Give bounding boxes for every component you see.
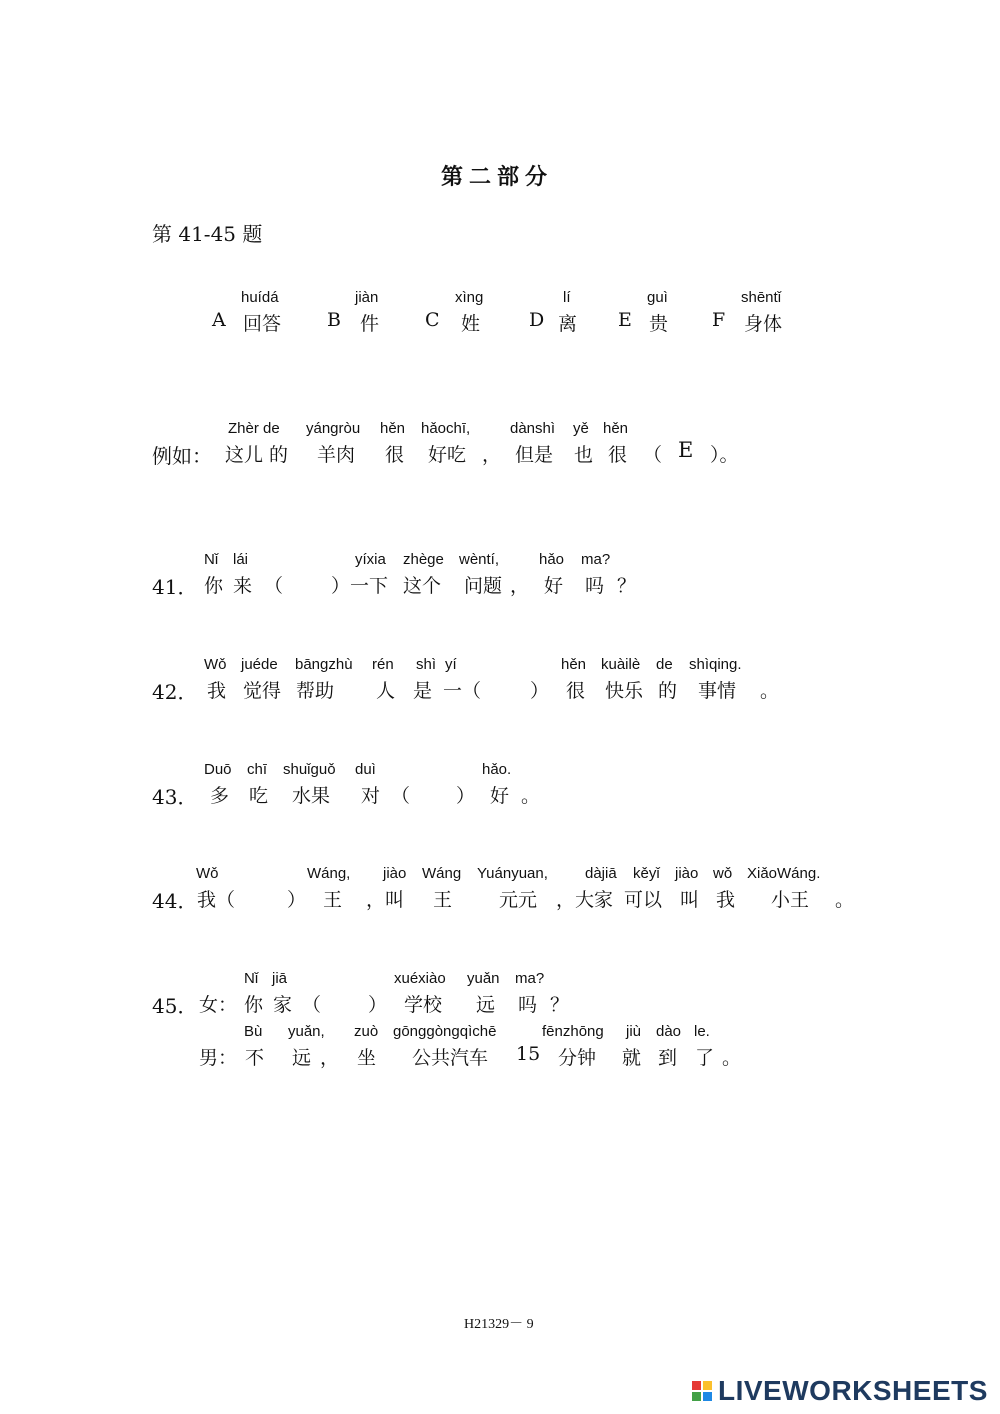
q45-pinyin: gōnggòngqìchē xyxy=(393,1023,497,1040)
q44-pinyin: dàjiā xyxy=(585,865,617,882)
q45-hanzi: ， xyxy=(320,1047,340,1069)
option-d-letter: D xyxy=(529,309,545,331)
q44-pinyin: Wáng, xyxy=(307,865,351,882)
q45-hanzi: 。 xyxy=(722,1047,742,1069)
q45-pinyin: ma? xyxy=(515,970,545,987)
q42-hanzi: 一（ xyxy=(443,680,482,702)
q44-pinyin: Wáng xyxy=(422,865,462,882)
q42-pinyin: rén xyxy=(372,656,394,673)
example-pinyin: yě xyxy=(573,420,589,437)
q44-hanzi: 可以 xyxy=(624,889,663,911)
option-c-word: 姓 xyxy=(461,313,481,335)
q42-hanzi: 帮助 xyxy=(296,680,335,702)
q44-hanzi: ，叫 xyxy=(366,889,405,911)
q43-pinyin: chī xyxy=(247,761,268,778)
example-hanzi: 这儿 的 xyxy=(225,444,289,466)
example-pinyin: hěn xyxy=(603,420,629,437)
brand-name: LIVEWORKSHEETS xyxy=(718,1375,988,1406)
option-f-letter: F xyxy=(712,309,726,331)
example-pinyin: Zhèr de xyxy=(228,420,280,437)
q42-hanzi: 很 xyxy=(566,680,586,702)
q43-hanzi: 对 xyxy=(361,785,381,807)
q45-hanzi: 远 xyxy=(476,994,496,1016)
q43-number: 43． xyxy=(152,785,198,809)
q45-hanzi: 你 xyxy=(244,994,264,1016)
q42-pinyin: Wǒ xyxy=(204,656,227,673)
option-a-letter: A xyxy=(212,309,226,331)
q44-hanzi: 小王 xyxy=(771,889,810,911)
q42-number: 42． xyxy=(152,680,198,704)
q44-pinyin: jiào xyxy=(675,865,699,882)
q45-hanzi: 坐 xyxy=(357,1047,377,1069)
q41-pinyin: zhège xyxy=(403,551,444,568)
option-e-word: 贵 xyxy=(649,313,669,335)
q41-hanzi: 问题 xyxy=(464,575,503,597)
q42-hanzi: 觉得 xyxy=(243,680,282,702)
q45-hanzi: 学校 xyxy=(404,994,443,1016)
q43-pinyin: Duō xyxy=(204,761,232,778)
q45-pinyin: zuò xyxy=(354,1023,379,1040)
q44-hanzi: 元元 xyxy=(499,889,538,911)
option-c-pinyin: xìng xyxy=(455,289,484,306)
example-hanzi: ， xyxy=(482,444,502,466)
q44-hanzi: 王 xyxy=(323,889,343,911)
q44-hanzi: 我（ xyxy=(197,889,236,911)
example-open-paren: （ xyxy=(643,444,663,466)
example-pinyin: hěn xyxy=(380,420,406,437)
option-f-pinyin: shēntǐ xyxy=(741,289,782,306)
example-close-paren: ）。 xyxy=(710,444,739,466)
q45-number: 45． xyxy=(152,994,198,1018)
q42-hanzi: 人 xyxy=(376,680,396,702)
q45-pinyin: xuéxiào xyxy=(394,970,446,987)
example-label: 例如： xyxy=(152,444,212,468)
option-e-pinyin: guì xyxy=(647,289,668,306)
q41-pinyin: yíxia xyxy=(355,551,386,568)
q42-hanzi: ） xyxy=(530,680,550,702)
example-pinyin: yángròu xyxy=(306,420,361,437)
q44-hanzi: ，大家 xyxy=(556,889,614,911)
q45-hanzi: 到 xyxy=(658,1047,678,1069)
q42-pinyin: de xyxy=(656,656,673,673)
q41-hanzi: ， xyxy=(510,575,530,597)
q45-hanzi: 不 xyxy=(245,1047,265,1069)
q45-hanzi: 了 xyxy=(695,1047,715,1069)
q41-pinyin: hǎo xyxy=(539,551,565,568)
q45-pinyin: Nǐ xyxy=(244,970,259,987)
q42-hanzi: 事情 xyxy=(698,680,737,702)
q45-hanzi: 远 xyxy=(292,1047,312,1069)
q41-pinyin: lái xyxy=(233,551,249,568)
option-c-letter: C xyxy=(425,309,440,331)
logo-square xyxy=(692,1381,701,1390)
q41-pinyin: Nǐ xyxy=(204,551,219,568)
q41-hanzi: ）一下 xyxy=(331,575,389,597)
q41-hanzi: 这个 xyxy=(403,575,442,597)
q45-man-label: 男： xyxy=(199,1047,238,1069)
q44-pinyin: wǒ xyxy=(713,865,733,882)
q45-hanzi: 分钟 xyxy=(558,1047,597,1069)
q45-pinyin: jiā xyxy=(272,970,288,987)
option-b-letter: B xyxy=(327,309,341,331)
q44-pinyin: Wǒ xyxy=(196,865,219,882)
q42-pinyin: shìqing. xyxy=(689,656,742,673)
option-d-word: 离 xyxy=(558,313,578,335)
logo-square xyxy=(692,1392,701,1401)
q45-pinyin: yuǎn, xyxy=(288,1023,325,1040)
q45-pinyin: dào xyxy=(656,1023,682,1040)
q42-hanzi: 是 xyxy=(413,680,433,702)
q42-pinyin: shì xyxy=(416,656,437,673)
page-code: H21329－ 9 xyxy=(464,1317,534,1332)
q42-hanzi: 的 xyxy=(658,680,678,702)
q41-number: 41． xyxy=(152,575,198,599)
option-f-word: 身体 xyxy=(744,313,783,335)
q42-pinyin: hěn xyxy=(561,656,587,673)
q45-hanzi: 家 xyxy=(273,994,293,1016)
example-hanzi: 但是 xyxy=(515,444,554,466)
q41-pinyin: ma? xyxy=(581,551,611,568)
q44-number: 44． xyxy=(152,889,198,913)
q41-hanzi: （ xyxy=(264,575,284,597)
q44-pinyin: XiǎoWáng. xyxy=(747,865,821,882)
logo-square xyxy=(703,1381,712,1390)
example-hanzi: 很 xyxy=(385,444,405,466)
option-b-pinyin: jiàn xyxy=(355,289,379,306)
example-pinyin: dànshì xyxy=(510,420,556,437)
q45-pinyin: fēnzhōng xyxy=(542,1023,604,1040)
q43-hanzi: （ xyxy=(391,785,411,807)
logo-square xyxy=(703,1392,712,1401)
q43-hanzi: 水果 xyxy=(292,785,331,807)
q42-hanzi: 我 xyxy=(207,680,227,702)
q41-hanzi: ？ xyxy=(617,575,637,597)
q42-hanzi: 快乐 xyxy=(605,680,644,702)
q41-hanzi: 吗 xyxy=(585,575,605,597)
q41-hanzi: 你 xyxy=(204,575,224,597)
example-hanzi: 羊肉 xyxy=(317,444,356,466)
question-range: 第 41-45 题 xyxy=(152,222,263,246)
q44-pinyin: jiào xyxy=(383,865,407,882)
q45-hanzi: 就 xyxy=(622,1047,642,1069)
section-title: 第二部分 xyxy=(441,164,554,190)
q45-hanzi: （ xyxy=(302,994,322,1016)
example-hanzi: 也 xyxy=(574,444,594,466)
q43-pinyin: shuǐguǒ xyxy=(283,761,336,778)
q45-pinyin: le. xyxy=(694,1023,710,1040)
q42-pinyin: yí xyxy=(445,656,457,673)
option-a-word: 回答 xyxy=(243,313,282,335)
q43-hanzi: 。 xyxy=(521,785,541,807)
q45-pinyin: jiù xyxy=(626,1023,642,1040)
q45-hanzi: 15 xyxy=(516,1043,541,1065)
q45-pinyin: Bù xyxy=(244,1023,263,1040)
q45-hanzi: ） xyxy=(368,994,388,1016)
q41-pinyin: wèntí, xyxy=(459,551,500,568)
brand-logo xyxy=(692,1375,988,1407)
q43-hanzi: 吃 xyxy=(249,785,269,807)
q45-pinyin: yuǎn xyxy=(467,970,500,987)
example-pinyin: hǎochī, xyxy=(421,420,471,437)
q41-hanzi: 好 xyxy=(544,575,564,597)
q43-hanzi: 多 xyxy=(210,785,230,807)
example-hanzi: 好吃 xyxy=(428,444,467,466)
q44-hanzi: 王 xyxy=(433,889,453,911)
q43-hanzi: ） xyxy=(456,785,476,807)
option-b-word: 件 xyxy=(360,313,380,335)
q43-pinyin: hǎo. xyxy=(482,761,512,778)
q45-hanzi: 公共汽车 xyxy=(412,1047,489,1069)
option-a-pinyin: huídá xyxy=(241,289,279,306)
q42-pinyin: kuàilè xyxy=(601,656,641,673)
q45-woman-label: 女： xyxy=(199,994,238,1016)
q42-pinyin: juéde xyxy=(241,656,278,673)
q43-pinyin: duì xyxy=(355,761,376,778)
q44-pinyin: Yuányuan, xyxy=(477,865,548,882)
q45-hanzi: 吗 xyxy=(518,994,538,1016)
q41-hanzi: 来 xyxy=(233,575,253,597)
example-hanzi: 很 xyxy=(608,444,628,466)
liveworksheets-logo-icon xyxy=(692,1381,712,1401)
q42-pinyin: bāngzhù xyxy=(295,656,353,673)
q44-hanzi: 我 xyxy=(716,889,736,911)
q44-pinyin: kěyǐ xyxy=(633,865,660,882)
q43-hanzi: 好 xyxy=(490,785,510,807)
q42-hanzi: 。 xyxy=(760,680,780,702)
option-d-pinyin: lí xyxy=(563,289,571,306)
q44-hanzi: 叫 xyxy=(680,889,700,911)
q44-hanzi: ） xyxy=(287,889,307,911)
q44-hanzi: 。 xyxy=(835,889,855,911)
option-e-letter: E xyxy=(618,309,632,331)
q45-hanzi: ？ xyxy=(550,994,570,1016)
example-answer: E xyxy=(678,438,694,462)
